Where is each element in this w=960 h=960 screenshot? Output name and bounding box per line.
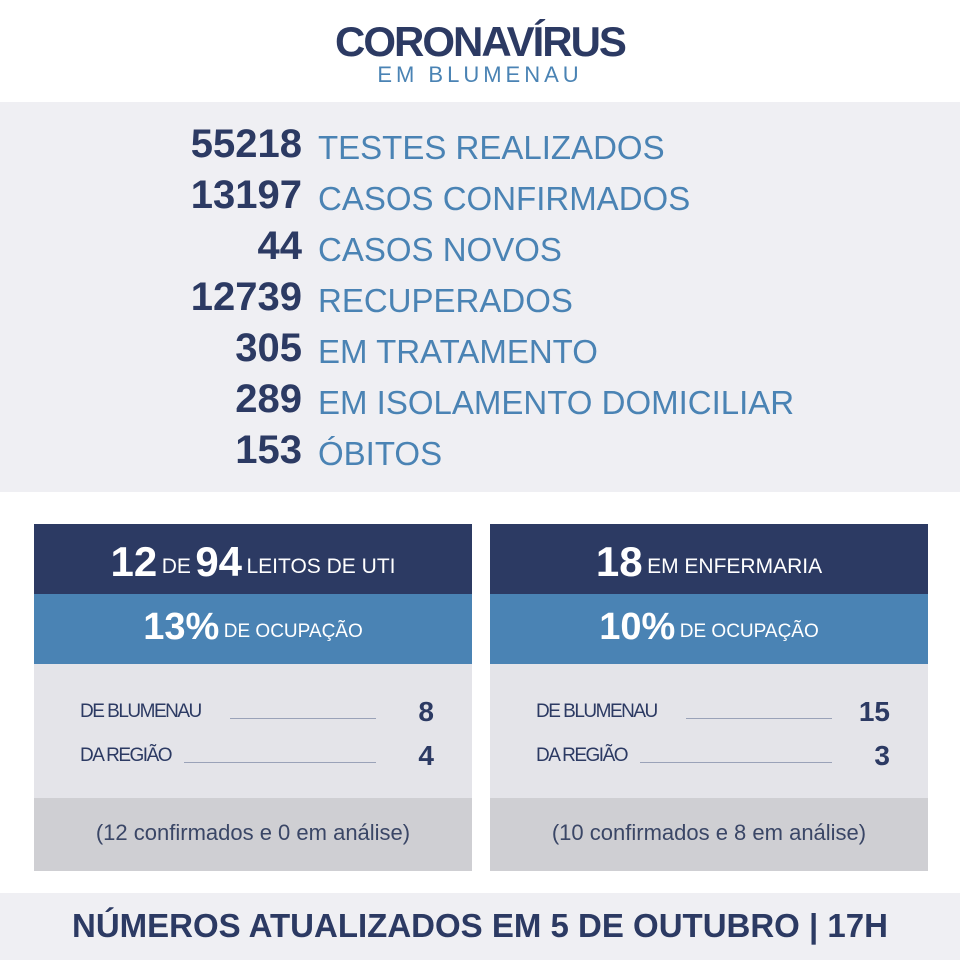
enfermaria-card-header xyxy=(490,524,928,594)
leader-line xyxy=(640,762,832,763)
uti-occupancy-bar xyxy=(34,594,472,664)
stat-value: 44 xyxy=(257,224,302,268)
stat-value: 289 xyxy=(235,377,302,421)
enfermaria-blumenau-value: 15 xyxy=(858,696,890,727)
enfermaria-regiao-value: 3 xyxy=(874,740,890,771)
enfermaria-card xyxy=(490,524,928,871)
leader-line xyxy=(686,718,832,719)
uti-card-header xyxy=(34,524,472,594)
leader-line xyxy=(230,718,376,719)
uti-blumenau-label: DE BLUMENAU xyxy=(80,701,205,723)
enfermaria-row-regiao xyxy=(536,740,890,771)
stat-label: EM TRATAMENTO xyxy=(318,333,598,370)
enfermaria-occupancy-label: DE OCUPAÇÃO xyxy=(679,621,819,642)
stat-label: EM ISOLAMENTO DOMICILIAR xyxy=(318,384,795,421)
stat-row xyxy=(0,275,960,325)
uti-blumenau-value: 8 xyxy=(418,696,434,727)
stat-label: CASOS NOVOS xyxy=(318,231,562,268)
uti-note-panel xyxy=(34,798,472,871)
uti-note: (12 confirmados e 0 em análise) xyxy=(95,820,411,845)
enfermaria-count: 18 xyxy=(595,538,643,585)
enfermaria-row-blumenau xyxy=(536,696,890,727)
stat-label: RECUPERADOS xyxy=(318,282,573,319)
enfermaria-label: EM ENFERMARIA xyxy=(647,555,823,578)
update-timestamp: NÚMEROS ATUALIZADOS EM 5 DE OUTUBRO | 17H xyxy=(72,907,888,944)
uti-of: DE xyxy=(161,555,191,578)
stat-label: TESTES REALIZADOS xyxy=(318,129,665,166)
stat-row xyxy=(0,173,960,223)
uti-total: 94 xyxy=(195,538,243,585)
enfermaria-occupancy: 10% xyxy=(599,606,676,648)
uti-occupancy-label: DE OCUPAÇÃO xyxy=(223,621,363,642)
stat-row xyxy=(0,122,960,172)
page-title: CORONAVÍRUS xyxy=(335,18,625,65)
enfermaria-note-panel xyxy=(490,798,928,871)
header xyxy=(0,0,960,100)
leader-line xyxy=(184,762,376,763)
stat-value: 13197 xyxy=(190,173,302,217)
stat-value: 55218 xyxy=(190,122,302,166)
uti-row-regiao xyxy=(80,740,434,771)
uti-occupancy: 13% xyxy=(143,606,220,648)
enfermaria-blumenau-label: DE BLUMENAU xyxy=(536,701,661,723)
stat-row xyxy=(0,326,960,376)
stat-value: 153 xyxy=(235,428,302,472)
stat-value: 12739 xyxy=(190,275,302,319)
stat-value: 305 xyxy=(235,326,302,370)
footer xyxy=(0,893,960,960)
page-subtitle: EM BLUMENAU xyxy=(377,62,583,87)
stat-row xyxy=(0,428,960,478)
stat-label: CASOS CONFIRMADOS xyxy=(318,180,691,217)
uti-breakdown xyxy=(34,664,472,798)
enfermaria-regiao-label: DA REGIÃO xyxy=(536,745,631,767)
uti-occupied: 12 xyxy=(110,538,158,585)
uti-row-blumenau xyxy=(80,696,434,727)
enfermaria-breakdown xyxy=(490,664,928,798)
stat-label: ÓBITOS xyxy=(318,435,443,472)
enfermaria-note: (10 confirmados e 8 em análise) xyxy=(551,820,867,845)
uti-regiao-value: 4 xyxy=(418,740,434,771)
stat-row xyxy=(0,377,960,427)
stat-row xyxy=(0,224,960,274)
uti-label: LEITOS DE UTI xyxy=(246,555,396,578)
enfermaria-occupancy-bar xyxy=(490,594,928,664)
uti-card xyxy=(34,524,472,871)
stats-panel xyxy=(0,102,960,492)
uti-regiao-label: DA REGIÃO xyxy=(80,745,175,767)
